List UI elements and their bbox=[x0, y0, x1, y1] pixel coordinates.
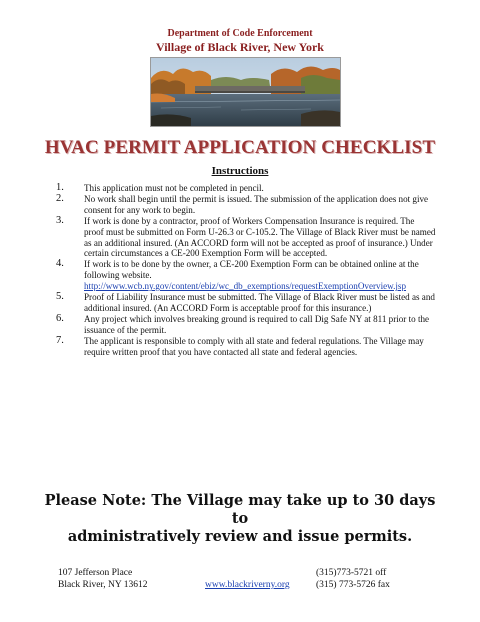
item-text: This application must not be completed in pencil. bbox=[84, 183, 264, 193]
office-phone: (315)773-5721 off bbox=[316, 568, 387, 578]
item-number: 5. bbox=[56, 291, 64, 303]
instructions-heading: Instructions bbox=[211, 165, 269, 177]
list-item bbox=[56, 259, 436, 292]
item-number: 2. bbox=[56, 192, 64, 204]
item-text: The applicant is responsible to comply with all state and federal regulations. The Village may require written proof that you have contacted all state and federal agencies. bbox=[84, 335, 424, 357]
address-line-1: 107 Jefferson Place bbox=[58, 568, 133, 578]
department-heading: Department of Code Enforcement bbox=[167, 28, 313, 39]
note-line-2: administratively review and issue permits. bbox=[67, 528, 413, 545]
item-text: Any project which involves breaking ground is required to call Dig Safe NY at 811 prior to the issuance of the permit. bbox=[84, 313, 430, 335]
item-number: 3. bbox=[56, 214, 64, 226]
item-number: 7. bbox=[56, 334, 64, 346]
item-number: 6. bbox=[56, 312, 64, 324]
list-item bbox=[56, 216, 436, 260]
item-text: If work is to be done by the owner, a CE-200 Exemption Form can be obtained online at the following website. bbox=[84, 259, 419, 281]
list-item bbox=[56, 292, 436, 314]
list-item bbox=[56, 183, 436, 194]
address-line-2: Black River, NY 13612 bbox=[58, 580, 148, 590]
instructions-list bbox=[56, 183, 436, 358]
list-item bbox=[56, 314, 436, 336]
item-number: 4. bbox=[56, 258, 64, 270]
list-item bbox=[56, 336, 436, 358]
item-text: Proof of Liability Insurance must be submitted. The Village of Black River must be listed as and additional insured. (An ACCORD Form is acceptable proof for this insurance.) bbox=[84, 292, 435, 313]
list-item bbox=[56, 194, 436, 216]
river-photo bbox=[150, 57, 341, 127]
note-line-1: Please Note: The Village may take up to 30 days to bbox=[44, 492, 436, 527]
village-heading: Village of Black River, New York bbox=[156, 40, 324, 54]
page-title: HVAC PERMIT APPLICATION CHECKLIST bbox=[44, 137, 436, 158]
item-text-with-link bbox=[84, 259, 436, 292]
processing-note bbox=[40, 492, 440, 546]
fax-number: (315) 773-5726 fax bbox=[316, 580, 390, 590]
footer bbox=[58, 567, 438, 591]
website-link[interactable]: www.blackriverny.org bbox=[205, 580, 290, 590]
exemption-form-link[interactable]: http://www.wcb.ny.gov/content/ebiz/wc_db_exemptions/requestExemptionOverview.jsp bbox=[84, 281, 407, 292]
item-text: No work shall begin until the permit is issued. The submission of the application does not give consent for any work to begin. bbox=[84, 193, 429, 215]
item-text: If work is done by a contractor, proof of Workers Compensation Insurance is required. The proof must be submitted on Form U-26.3 or C-105.2. The Village of Black River must be named as an additional insured. (An ACCORD form will not be accepted as proof of insurance.) Under certain circumstances a CE-200 Exemption Form will be accepted. bbox=[84, 215, 436, 259]
item-number: 1. bbox=[56, 182, 64, 193]
